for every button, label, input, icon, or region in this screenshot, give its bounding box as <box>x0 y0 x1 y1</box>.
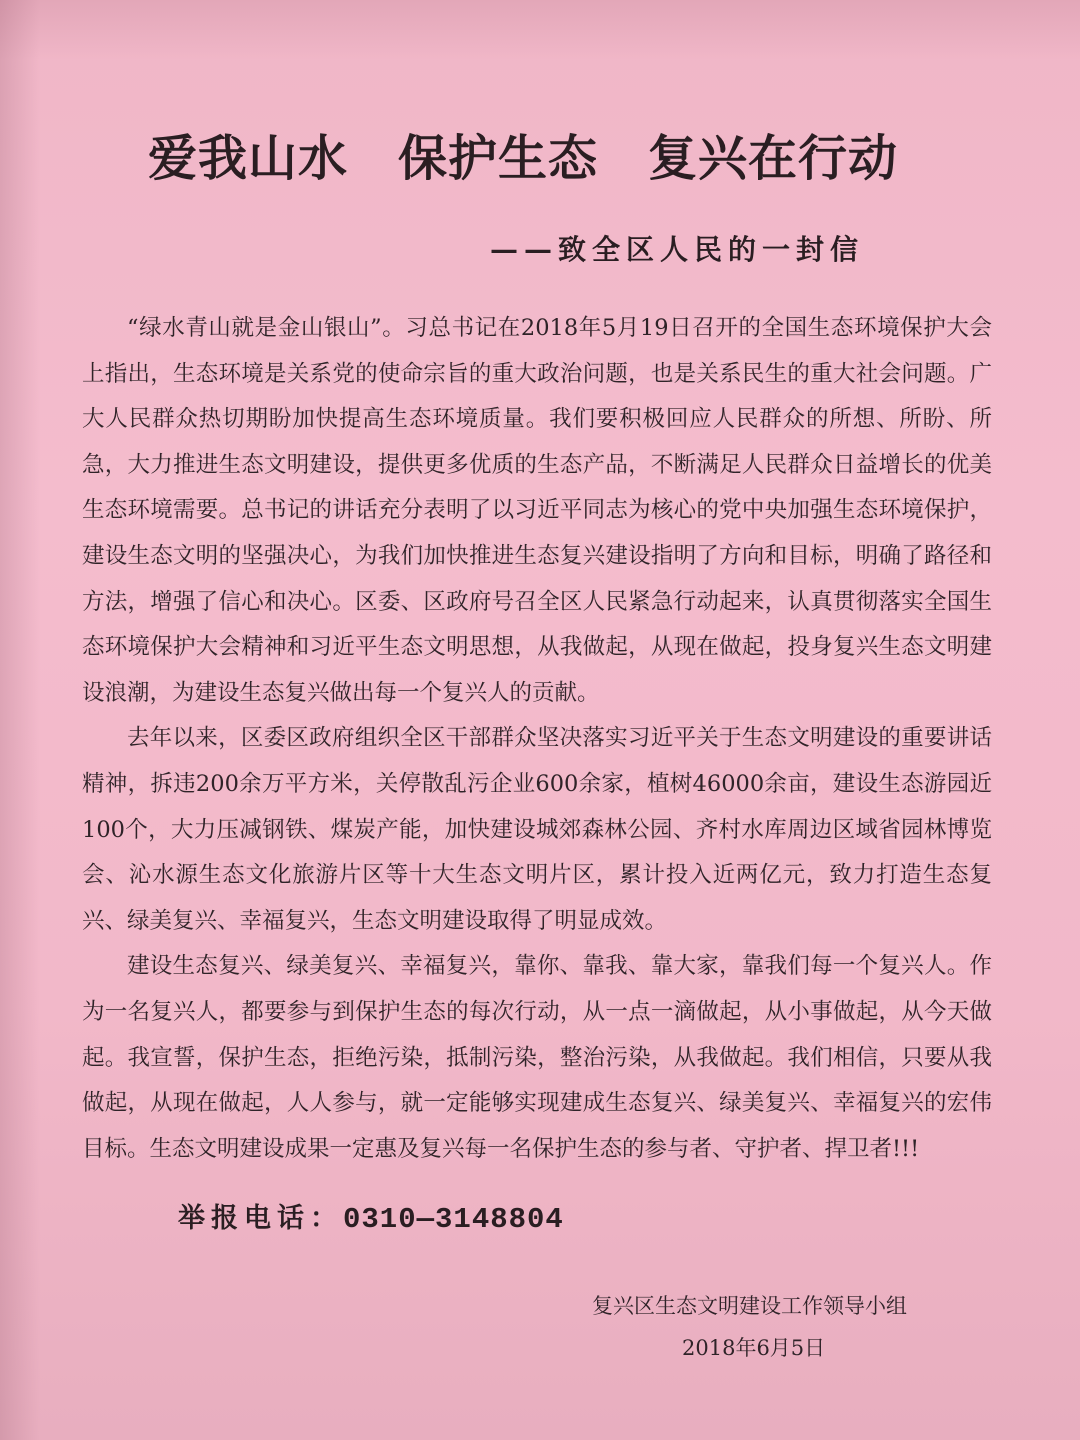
body-paragraph-1: “绿水青山就是金山银山”。习总书记在2018年5月19日召开的全国生态环境保护大会上指出，生态环境是关系党的使命宗旨的重大政治问题，也是关系民生的重大社会问题。广大人民群众热切期盼加快提高生态环境质量。我们要积极回应人民群众的所想、所盼、所急，大力推进生态文明建设，提供更多优质的生态产品，不断满足人民群众日益增长的优美生态环境需要。总书记的讲话充分表明了以习近平同志为核心的党中央加强生态环境保护，建设生态文明的坚强决心，为我们加快推进生态复兴建设指明了方向和目标，明确了路径和方法，增强了信心和决心。区委、区政府号召全区人民紧急行动起来，认真贯彻落实全国生态环境保护大会精神和习近平生态文明思想，从我做起，从现在做起，投身复兴生态文明建设浪潮，为建设生态复兴做出每一个复兴人的贡献。 <box>82 315 992 706</box>
page-shadow-left <box>0 0 40 1440</box>
letter-subtitle: ——致全区人民的一封信 <box>490 233 865 266</box>
letter-title: 爱我山水 保护生态 复兴在行动 <box>148 129 899 187</box>
hotline-number: 0310—3148804 <box>343 1203 564 1236</box>
letter-body <box>82 306 992 1172</box>
page-shadow-top <box>0 0 1080 60</box>
signer-organization: 复兴区生态文明建设工作领导小组 <box>592 1294 907 1318</box>
body-paragraph-2: 去年以来，区委区政府组织全区干部群众坚决落实习近平关于生态文明建设的重要讲话精神，拆违200余万平方米，关停散乱污企业600余家，植树46000余亩，建设生态游园近100个，大力压减钢铁、煤炭产能，加快建设城郊森林公园、齐村水库周边区域省园林博览会、沁水源生态文化旅游片区等十大生态文明片区，累计投入近两亿元，致力打造生态复兴、绿美复兴、幸福复兴，生态文明建设取得了明显成效。 <box>82 725 992 934</box>
letter-date: 2018年6月5日 <box>682 1336 826 1360</box>
hotline-label: 举报电话： <box>178 1203 343 1234</box>
report-hotline <box>178 1196 564 1236</box>
body-paragraph-3: 建设生态复兴、绿美复兴、幸福复兴，靠你、靠我、靠大家，靠我们每一个复兴人。作为一名复兴人，都要参与到保护生态的每次行动，从一点一滴做起，从小事做起，从今天做起。我宣誓，保护生态，拒绝污染，抵制污染，整治污染，从我做起。我们相信，只要从我做起，从现在做起，人人参与，就一定能够实现建成生态复兴、绿美复兴、幸福复兴的宏伟目标。生态文明建设成果一定惠及复兴每一名保护生态的参与者、守护者、捍卫者!!! <box>82 953 992 1162</box>
